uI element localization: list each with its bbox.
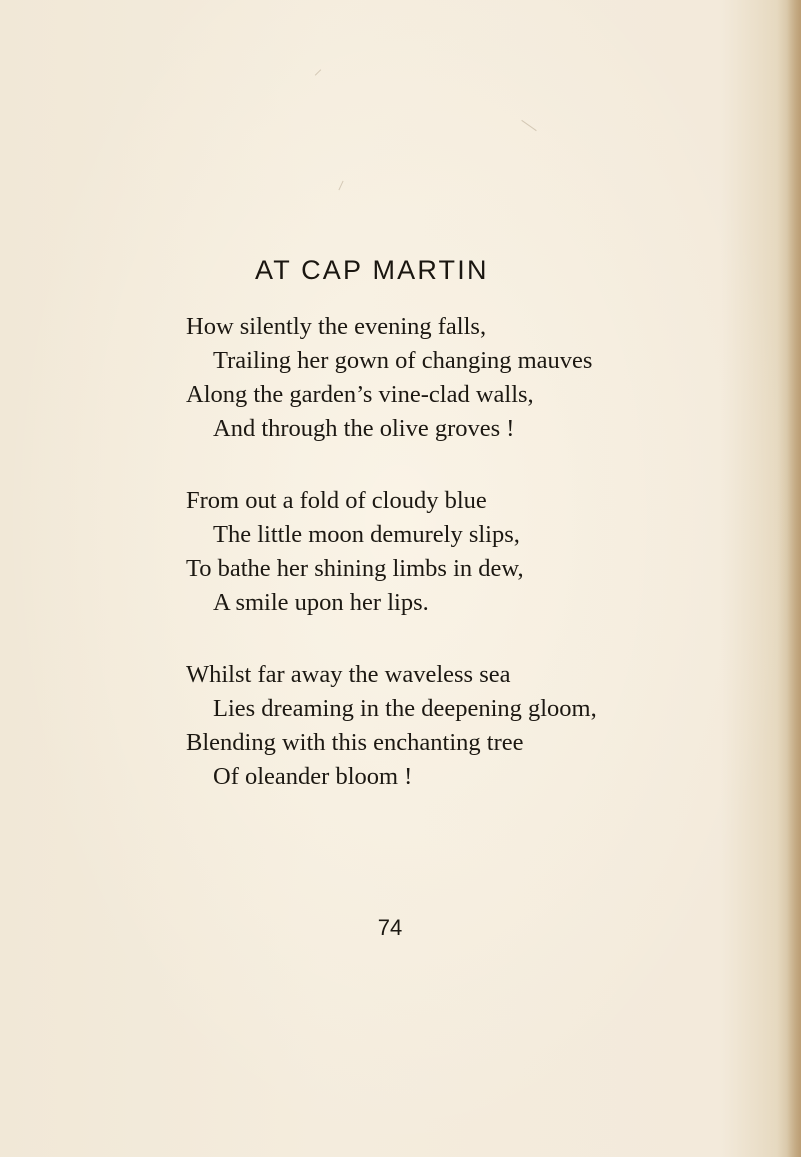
poem-line: How silently the evening falls, xyxy=(186,313,487,340)
stanza-3 xyxy=(186,658,746,794)
paper-mark xyxy=(338,181,343,190)
poem-line: And through the olive groves ! xyxy=(213,415,515,442)
page-edge-shadow xyxy=(787,0,801,1157)
poem-line: Whilst far away the waveless sea xyxy=(186,661,511,688)
page-number: 74 xyxy=(377,915,403,940)
poem-line: Blending with this enchanting tree xyxy=(186,729,524,756)
poem-line: Lies dreaming in the deepening gloom, xyxy=(213,695,597,722)
poem-line: The little moon demurely slips, xyxy=(213,521,520,548)
poem-line: To bathe her shining limbs in dew, xyxy=(186,555,524,582)
stanza-1 xyxy=(186,310,746,446)
poem-body xyxy=(186,310,746,832)
poem-line: A smile upon her lips. xyxy=(213,589,429,616)
poem-line: From out a fold of cloudy blue xyxy=(186,487,487,514)
poem-title: AT CAP MARTIN xyxy=(255,255,489,285)
paper-mark xyxy=(521,120,536,131)
poem-line: Trailing her gown of changing mauves xyxy=(213,347,593,374)
poem-line: Of oleander bloom ! xyxy=(213,763,413,790)
poem-line: Along the garden’s vine-clad walls, xyxy=(186,381,534,408)
paper-mark xyxy=(315,69,321,75)
stanza-2 xyxy=(186,484,746,620)
